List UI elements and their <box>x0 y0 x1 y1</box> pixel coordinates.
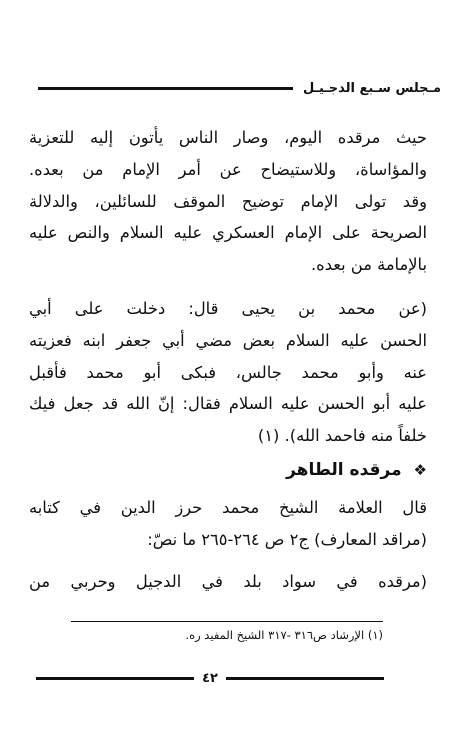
running-header <box>38 78 441 98</box>
text-line: خلفاً منه فاحمد الله). (١) <box>257 426 427 446</box>
text-line: الصريحة على الإمام العسكري عليه السلام والنص عليه <box>29 223 427 243</box>
text-line: قال العلامة الشيخ محمد حرز الدين في كتابه <box>29 497 427 517</box>
text-line: عنه وأبو محمد جالس، فبكى أبو محمد فأقبل <box>29 362 427 382</box>
text-line: الحسن عليه السلام بعض مضي أبي جعفر ابنه فعزيته <box>29 330 427 350</box>
text-line: عليه أبو الحسن عليه السلام فقال: إنّ الله قد جعل فيك <box>29 394 427 414</box>
section-heading-text: مرقده الطاهر <box>286 459 402 480</box>
text-line: (عن محمد بن يحيى قال: دخلت على أبي <box>29 298 427 318</box>
text-line: (مرقده في سواد بلد في الدجيل وحربي من <box>29 571 427 591</box>
text-line: حيث مرقده اليوم، وصار الناس يأتون إليه للتعزية <box>29 128 427 147</box>
footer-rule-left <box>36 677 194 680</box>
footer-rule-right <box>226 677 384 680</box>
quote-paragraph <box>29 293 427 452</box>
paragraph <box>29 122 427 281</box>
text-line: وقد تولى الإمام توضيح الموقف للسائلين، والدلالة <box>29 191 427 211</box>
text-line: والمؤاساة، وللاستيضاح عن أمر الإمام من بعده. <box>29 159 427 179</box>
body-text <box>29 122 427 597</box>
paragraph <box>29 492 427 556</box>
diamond-bullet-icon: ❖ <box>413 460 427 479</box>
text-line: (مراقد المعارف) ج٢ ص ٢٦٤-٢٦٥ ما نصّ: <box>147 529 427 549</box>
page-footer <box>36 670 384 686</box>
running-header-title: مـجلس سـبع الدجـيـل <box>302 80 441 96</box>
header-rule <box>38 87 293 90</box>
footnote-rule <box>71 621 383 622</box>
text-line: بالإمامة من بعده. <box>310 255 427 275</box>
footnote: (١) الإرشاد ص٣١٦ -٣١٧ الشيخ المفيد ره. <box>185 628 383 642</box>
page-number: ٤٢ <box>202 670 218 686</box>
quote-paragraph <box>29 566 427 598</box>
section-heading <box>29 454 427 486</box>
